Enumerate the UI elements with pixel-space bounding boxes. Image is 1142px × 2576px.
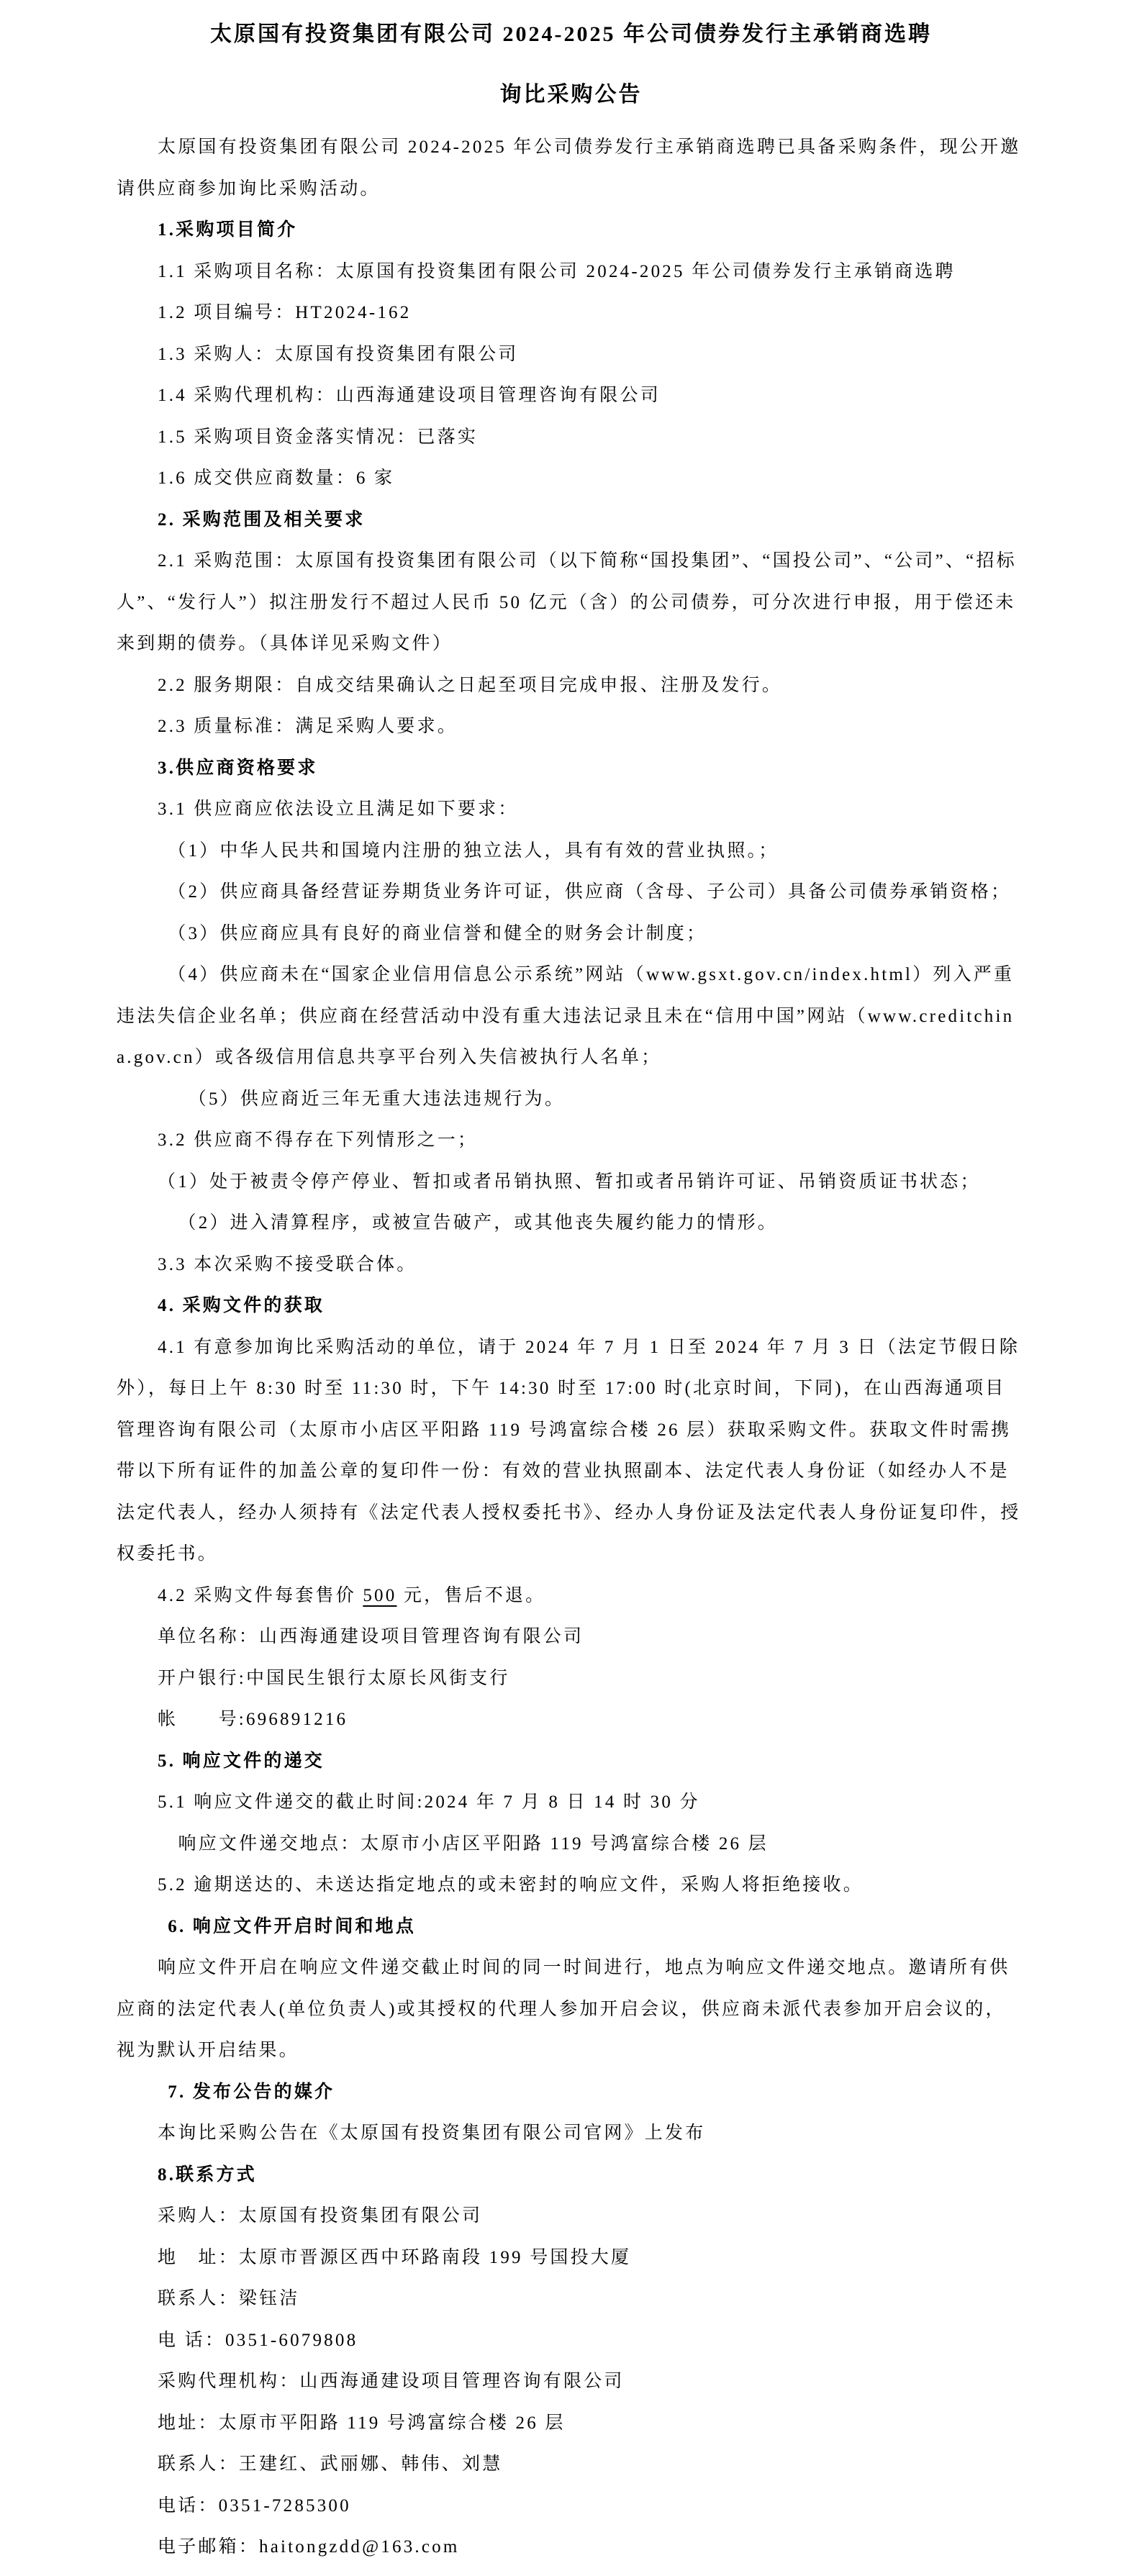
paragraph: （5）供应商近三年无重大违法违规行为。 xyxy=(188,1089,566,1109)
paragraph: 5.1 响应文件递交的截止时间:2024 年 7 月 8 日 14 时 30 分 xyxy=(158,1792,700,1812)
paragraph: 5.2 逾期送达的、未送达指定地点的或未密封的响应文件，采购人将拒绝接收。 xyxy=(158,1875,864,1895)
section-heading: 7. 发布公告的媒介 xyxy=(168,2082,335,2102)
paragraph: 2.2 服务期限：自成交结果确认之日起至项目完成申报、注册及发行。 xyxy=(158,675,783,695)
paragraph: 2.1 采购范围：太原国有投资集团有限公司（以下简称“国投集团”、“国投公司”、“公司”、“招标人”、“发行人”）拟注册发行不超过人民币 50 亿元（含）的公司债券，可分次进行申报，用于偿还未来到期的债券。（具体详见采购文件） xyxy=(117,551,1017,653)
paragraph: 开户银行:中国民生银行太原长风街支行 xyxy=(158,1668,510,1688)
paragraph: 电 话：0351-6079808 xyxy=(158,2330,358,2350)
paragraph: 1.1 采购项目名称：太原国有投资集团有限公司 2024-2025 年公司债券发行主承销商选聘 xyxy=(158,261,956,281)
paragraph: 电话：0351-7285300 xyxy=(158,2495,351,2516)
paragraph: 1.2 项目编号：HT2024-162 xyxy=(158,303,412,322)
paragraph: 4.2 采购文件每套售价 500 元，售后不退。 xyxy=(158,1585,546,1605)
paragraph: 本询比采购公告在《太原国有投资集团有限公司官网》上发布 xyxy=(158,2123,706,2143)
paragraph: 响应文件开启在响应文件递交截止时间的同一时间进行，地点为响应文件递交地点。邀请所有供应商的法定代表人(单位负责人)或其授权的代理人参加开启会议，供应商未派代表参加开启会议的，视为默认开启结果。 xyxy=(117,1958,1010,2060)
paragraph: 3.2 供应商不得存在下列情形之一； xyxy=(158,1130,479,1150)
paragraph: （1）处于被责令停产停业、暂扣或者吊销执照、暂扣或者吊销许可证、吊销资质证书状态； xyxy=(158,1171,981,1192)
paragraph: 太原国有投资集团有限公司 2024-2025 年公司债券发行主承销商选聘已具备采购条件，现公开邀请供应商参加询比采购活动。 xyxy=(117,137,1021,199)
paragraph: 4.1 有意参加询比采购活动的单位，请于 2024 年 7 月 1 日至 2024 年 7 月 3 日（法定节假日除外），每日上午 8:30 时至 11:30 时，下午 14:30 时至 17:00 时(北京时间，下同)，在山西海通项目管理咨询有限公司（太原市小店区平阳路 119 号鸿富综合楼 26 层）获取采购文件。获取文件时需携带以下所有证件的加盖公章的复印件一份：有效的营业执照副本、法定代表人身份证（如经办人不是法定代表人，经办人须持有《法定代表人授权委托书》、经办人身份证及法定代表人身份证复印件，授权委托书。 xyxy=(117,1337,1021,1564)
paragraph: 地 址：太原市晋源区西中环路南段 199 号国投大厦 xyxy=(158,2247,632,2267)
paragraph: 1.3 采购人：太原国有投资集团有限公司 xyxy=(158,344,519,364)
section-heading: 3.供应商资格要求 xyxy=(158,758,318,778)
section-heading: 5. 响应文件的递交 xyxy=(158,1751,325,1771)
underlined-price: 500 xyxy=(363,1585,397,1605)
document-body xyxy=(117,127,1025,2568)
paragraph: （1）中华人民共和国境内注册的独立法人，具有有效的营业执照。； xyxy=(168,840,779,861)
paragraph: （4）供应商未在“国家企业信用信息公示系统”网站（www.gsxt.gov.cn/index.html）列入严重违法失信企业名单；供应商在经营活动中没有重大违法记录且未在“信用中国”网站（www.creditchina.gov.cn）或各级信用信息共享平台列入失信被执行人名单； xyxy=(117,965,1015,1067)
paragraph: 单位名称：山西海通建设项目管理咨询有限公司 xyxy=(158,1627,584,1646)
paragraph: 1.6 成交供应商数量：6 家 xyxy=(158,468,395,488)
paragraph: 响应文件递交地点：太原市小店区平阳路 119 号鸿富综合楼 26 层 xyxy=(178,1833,769,1854)
paragraph: （3）供应商应具有良好的商业信誉和健全的财务会计制度； xyxy=(168,923,707,943)
paragraph: （2）进入清算程序，或被宣告破产，或其他丧失履约能力的情形。 xyxy=(178,1213,779,1233)
document-title-line-2: 询比采购公告 xyxy=(499,83,643,106)
section-heading: 1.采购项目简介 xyxy=(158,220,298,240)
section-heading: 4. 采购文件的获取 xyxy=(158,1296,325,1315)
document-title-line-1: 太原国有投资集团有限公司 2024-2025 年公司债券发行主承销商选聘 xyxy=(210,22,932,46)
paragraph: 联系人：王建红、武丽娜、韩伟、刘慧 xyxy=(158,2454,503,2474)
paragraph: 采购人：太原国有投资集团有限公司 xyxy=(158,2206,483,2226)
paragraph: 联系人：梁钰洁 xyxy=(158,2289,300,2308)
section-heading: 2. 采购范围及相关要求 xyxy=(158,509,366,530)
paragraph: 3.3 本次采购不接受联合体。 xyxy=(158,1254,417,1274)
paragraph: 地址：太原市平阳路 119 号鸿富综合楼 26 层 xyxy=(158,2413,566,2433)
paragraph: 1.5 采购项目资金落实情况：已落实 xyxy=(158,427,479,447)
paragraph: 3.1 供应商应依法设立且满足如下要求： xyxy=(158,799,519,819)
paragraph: 电子邮箱：haitongzdd@163.com xyxy=(158,2537,460,2557)
section-heading: 8.联系方式 xyxy=(158,2164,257,2185)
paragraph: 采购代理机构：山西海通建设项目管理咨询有限公司 xyxy=(158,2372,625,2391)
paragraph: （2）供应商具备经营证券期货业务许可证，供应商（含母、子公司）具备公司债券承销资格； xyxy=(168,882,1012,902)
section-heading: 6. 响应文件开启时间和地点 xyxy=(168,1916,417,1936)
paragraph: 帐 号:696891216 xyxy=(158,1710,348,1729)
paragraph: 1.4 采购代理机构：山西海通建设项目管理咨询有限公司 xyxy=(158,386,661,405)
paragraph: 2.3 质量标准：满足采购人要求。 xyxy=(158,717,458,736)
